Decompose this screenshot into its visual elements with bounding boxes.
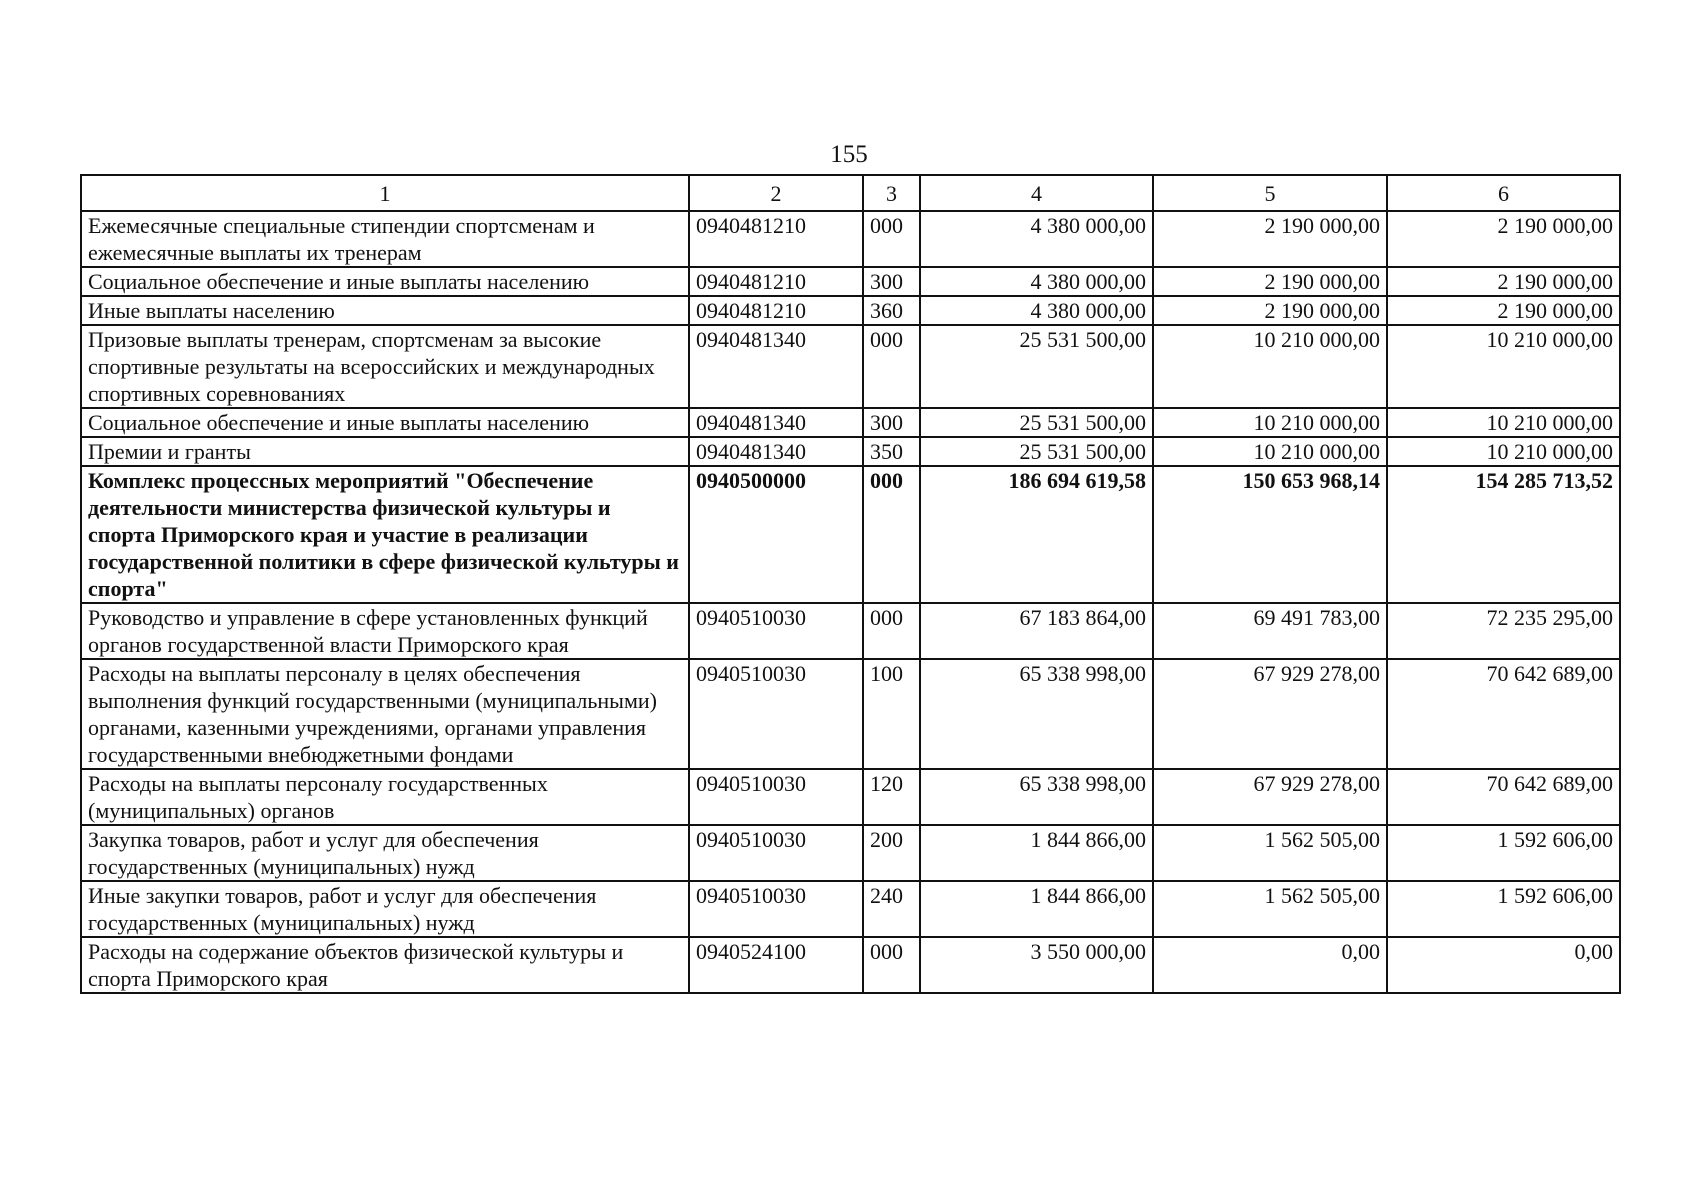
row-name: Расходы на содержание объектов физической культуры и спорта Приморского края	[81, 937, 689, 993]
table-row	[81, 296, 1620, 325]
table-row	[81, 603, 1620, 659]
row-code: 0940481340	[689, 408, 863, 437]
row-value-col6: 70 642 689,00	[1387, 659, 1620, 769]
table-row	[81, 267, 1620, 296]
row-value-col4: 1 844 866,00	[920, 881, 1153, 937]
header-cell: 6	[1387, 175, 1620, 211]
row-code: 0940481210	[689, 211, 863, 267]
row-value-col6: 2 190 000,00	[1387, 296, 1620, 325]
page-number: 155	[830, 141, 868, 168]
row-value-col5: 2 190 000,00	[1153, 211, 1387, 267]
row-value-col4: 25 531 500,00	[920, 325, 1153, 408]
row-value-col6: 154 285 713,52	[1387, 466, 1620, 603]
row-code: 0940481340	[689, 437, 863, 466]
row-code: 0940500000	[689, 466, 863, 603]
row-code: 0940481340	[689, 325, 863, 408]
row-value-col6: 2 190 000,00	[1387, 267, 1620, 296]
row-name: Руководство и управление в сфере установленных функций органов государственной власти Приморского края	[81, 603, 689, 659]
row-code: 0940510030	[689, 881, 863, 937]
header-cell: 1	[81, 175, 689, 211]
row-name: Иные закупки товаров, работ и услуг для обеспечения государственных (муниципальных) нужд	[81, 881, 689, 937]
table-row	[81, 437, 1620, 466]
row-code: 0940510030	[689, 603, 863, 659]
row-value-col4: 4 380 000,00	[920, 267, 1153, 296]
table-row	[81, 769, 1620, 825]
row-value-col5: 10 210 000,00	[1153, 325, 1387, 408]
row-value-col5: 67 929 278,00	[1153, 659, 1387, 769]
row-type: 350	[863, 437, 920, 466]
row-value-col4: 3 550 000,00	[920, 937, 1153, 993]
row-value-col5: 0,00	[1153, 937, 1387, 993]
row-value-col4: 65 338 998,00	[920, 769, 1153, 825]
row-name: Ежемесячные специальные стипендии спортсменам и ежемесячные выплаты их тренерам	[81, 211, 689, 267]
table-row	[81, 937, 1620, 993]
row-value-col5: 10 210 000,00	[1153, 408, 1387, 437]
table-body	[81, 211, 1620, 993]
table-row	[81, 325, 1620, 408]
row-type: 240	[863, 881, 920, 937]
row-code: 0940481210	[689, 267, 863, 296]
row-type: 000	[863, 937, 920, 993]
row-value-col6: 1 592 606,00	[1387, 825, 1620, 881]
row-value-col5: 67 929 278,00	[1153, 769, 1387, 825]
row-type: 120	[863, 769, 920, 825]
row-type: 000	[863, 325, 920, 408]
row-value-col4: 4 380 000,00	[920, 296, 1153, 325]
row-type: 000	[863, 603, 920, 659]
row-value-col6: 1 592 606,00	[1387, 881, 1620, 937]
row-value-col4: 65 338 998,00	[920, 659, 1153, 769]
row-type: 000	[863, 211, 920, 267]
row-name: Призовые выплаты тренерам, спортсменам за высокие спортивные результаты на всероссийских и международных спортивных соревнованиях	[81, 325, 689, 408]
row-value-col6: 0,00	[1387, 937, 1620, 993]
row-value-col6: 10 210 000,00	[1387, 408, 1620, 437]
header-cell: 4	[920, 175, 1153, 211]
table-row	[81, 408, 1620, 437]
row-name: Расходы на выплаты персоналу в целях обеспечения выполнения функций государственными (муниципальными) органами, казенными учреждениями, органами управления государственными внебюджетными фондами	[81, 659, 689, 769]
row-name: Иные выплаты населению	[81, 296, 689, 325]
table-row	[81, 211, 1620, 267]
row-value-col5: 1 562 505,00	[1153, 825, 1387, 881]
header-cell: 5	[1153, 175, 1387, 211]
row-value-col4: 25 531 500,00	[920, 437, 1153, 466]
row-name: Социальное обеспечение и иные выплаты населению	[81, 267, 689, 296]
row-value-col6: 72 235 295,00	[1387, 603, 1620, 659]
row-value-col5: 2 190 000,00	[1153, 267, 1387, 296]
row-type: 300	[863, 267, 920, 296]
row-name: Закупка товаров, работ и услуг для обеспечения государственных (муниципальных) нужд	[81, 825, 689, 881]
row-code: 0940524100	[689, 937, 863, 993]
row-code: 0940510030	[689, 659, 863, 769]
row-value-col5: 69 491 783,00	[1153, 603, 1387, 659]
budget-table	[80, 174, 1621, 994]
row-name: Премии и гранты	[81, 437, 689, 466]
row-value-col6: 10 210 000,00	[1387, 325, 1620, 408]
header-row	[81, 175, 1620, 211]
row-value-col6: 10 210 000,00	[1387, 437, 1620, 466]
row-value-col4: 186 694 619,58	[920, 466, 1153, 603]
row-name: Социальное обеспечение и иные выплаты населению	[81, 408, 689, 437]
row-value-col4: 4 380 000,00	[920, 211, 1153, 267]
row-type: 200	[863, 825, 920, 881]
table-row	[81, 825, 1620, 881]
row-code: 0940510030	[689, 825, 863, 881]
table-row	[81, 466, 1620, 603]
row-type: 000	[863, 466, 920, 603]
row-value-col6: 2 190 000,00	[1387, 211, 1620, 267]
header-cell: 3	[863, 175, 920, 211]
table-row	[81, 881, 1620, 937]
row-value-col5: 10 210 000,00	[1153, 437, 1387, 466]
row-value-col6: 70 642 689,00	[1387, 769, 1620, 825]
row-name: Комплекс процессных мероприятий "Обеспечение деятельности министерства физической культуры и спорта Приморского края и участие в реализации государственной политики в сфере физической культуры и спорта"	[81, 466, 689, 603]
row-code: 0940510030	[689, 769, 863, 825]
row-value-col4: 67 183 864,00	[920, 603, 1153, 659]
row-type: 360	[863, 296, 920, 325]
header-cell: 2	[689, 175, 863, 211]
row-value-col5: 1 562 505,00	[1153, 881, 1387, 937]
row-type: 100	[863, 659, 920, 769]
row-value-col4: 25 531 500,00	[920, 408, 1153, 437]
table-row	[81, 659, 1620, 769]
row-type: 300	[863, 408, 920, 437]
row-value-col5: 2 190 000,00	[1153, 296, 1387, 325]
row-code: 0940481210	[689, 296, 863, 325]
row-name: Расходы на выплаты персоналу государственных (муниципальных) органов	[81, 769, 689, 825]
row-value-col5: 150 653 968,14	[1153, 466, 1387, 603]
row-value-col4: 1 844 866,00	[920, 825, 1153, 881]
